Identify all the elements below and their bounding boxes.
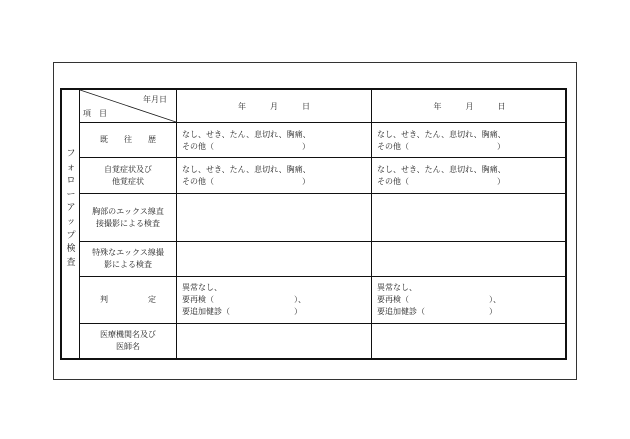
row-label: 医師名 — [116, 342, 140, 351]
row-value-cell-2 — [372, 277, 567, 323]
symptom-options: なし、せき、たん、息切れ、胸痛、 — [377, 165, 506, 174]
symptom-options: なし、せき、たん、息切れ、胸痛、 — [377, 130, 506, 139]
row-special-xray — [80, 242, 567, 277]
judgement-normal: 異常なし、 — [377, 283, 417, 292]
row-judgement — [80, 277, 567, 324]
judgement-recheck: 要再検（ ）、 — [377, 295, 501, 304]
row-value-cell-1 — [177, 277, 372, 323]
row-label: 胸部のエックス線直 — [92, 206, 164, 216]
row-chest-xray — [80, 194, 567, 242]
row-label-cell — [80, 277, 177, 323]
row-value-cell-2 — [372, 158, 567, 193]
row-value-cell-2 — [372, 194, 567, 241]
row-value-cell-2 — [372, 123, 567, 157]
row-past-history — [80, 123, 567, 158]
other-field: その他（ ） — [182, 177, 310, 186]
row-label-cell — [80, 242, 177, 276]
other-field: その他（ ） — [182, 142, 310, 151]
row-label: 影による検査 — [103, 260, 152, 269]
date-label-2: 年 月 日 — [433, 101, 506, 111]
follow-up-exam-form — [60, 88, 567, 360]
header-corner-cell — [80, 90, 177, 122]
row-label: 既 往 歴 — [100, 135, 156, 144]
row-label-cell — [80, 123, 177, 157]
side-label: フォローアップ検査 — [66, 149, 76, 268]
row-label-cell — [80, 158, 177, 193]
row-symptoms — [80, 158, 567, 194]
judgement-recheck: 要再検（ ）、 — [182, 295, 306, 304]
symptom-options: なし、せき、たん、息切れ、胸痛、 — [182, 165, 311, 174]
row-institution — [80, 324, 567, 358]
row-label: 自覚症状及び — [104, 164, 152, 174]
date-label-1: 年 月 日 — [238, 101, 310, 111]
judgement-normal: 異常なし、 — [182, 283, 222, 292]
row-value-cell-1 — [177, 123, 372, 157]
symptom-options: なし、せき、たん、息切れ、胸痛、 — [182, 130, 311, 139]
header-item-label: 項 目 — [83, 109, 107, 118]
header-ymd-label: 年月日 — [143, 95, 167, 104]
judgement-additional: 要追加健診（ ） — [182, 307, 302, 316]
row-label-cell — [80, 194, 177, 241]
row-label-cell — [80, 324, 177, 358]
side-column — [62, 90, 80, 358]
other-field: その他（ ） — [377, 177, 505, 186]
header-row — [80, 90, 567, 123]
row-value-cell-1 — [177, 158, 372, 193]
other-field: その他（ ） — [377, 142, 505, 151]
header-date-cell-1 — [177, 90, 372, 122]
row-value-cell-1 — [177, 324, 372, 358]
row-value-cell-1 — [177, 242, 372, 276]
header-date-cell-2 — [372, 90, 567, 122]
row-label: 他覚症状 — [112, 176, 144, 186]
row-label: 判 定 — [100, 295, 156, 304]
row-value-cell-1 — [177, 194, 372, 241]
row-value-cell-2 — [372, 324, 567, 358]
row-label: 接撮影による検査 — [95, 218, 160, 228]
row-label: 医療機関名及び — [100, 330, 156, 339]
judgement-additional: 要追加健診（ ） — [377, 307, 497, 316]
row-value-cell-2 — [372, 242, 567, 276]
row-label: 特殊なエックス線撮 — [92, 248, 164, 257]
